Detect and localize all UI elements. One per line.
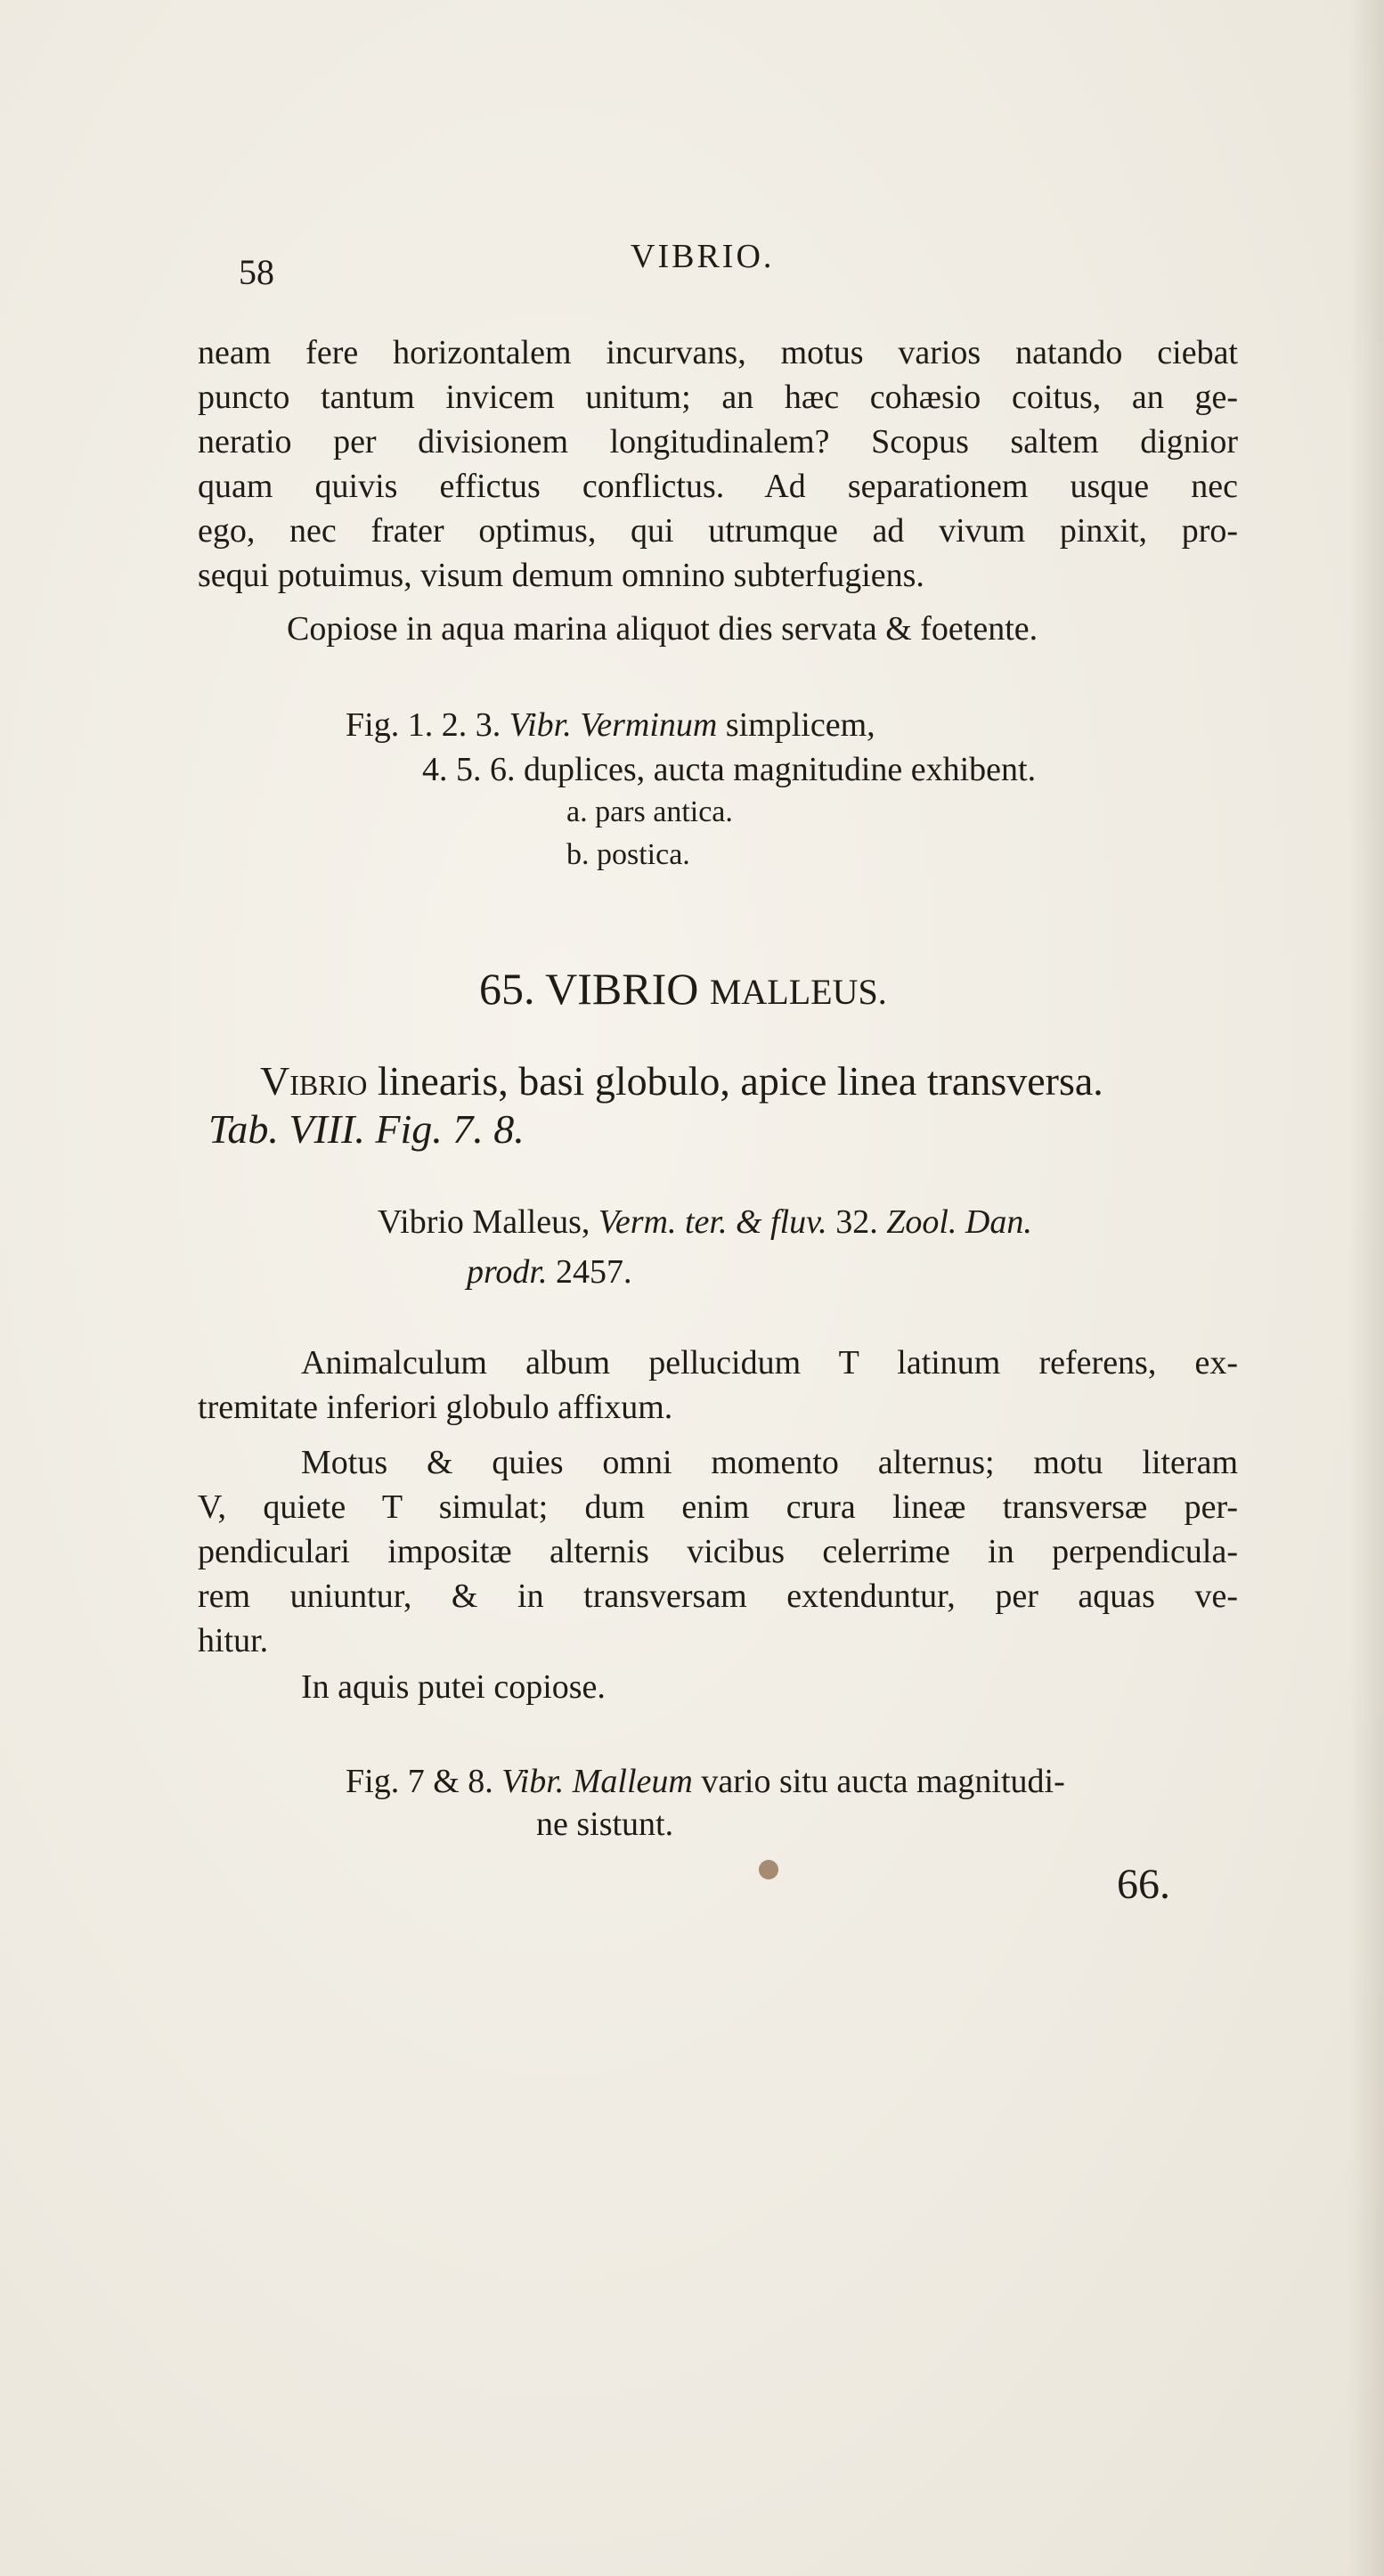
figure-caption: 4. 5. 6. duplices, aucta magnitudine exhibent. [422, 751, 1037, 788]
figure-caption: ne sistunt. [536, 1806, 674, 1843]
figure-caption: a. pars antica. [566, 795, 733, 828]
synonym-line: prodr. 2457. [467, 1253, 632, 1291]
habitat-text: In aquis putei copiose. [301, 1668, 606, 1706]
ink-stain [759, 1860, 778, 1879]
plate-reference: Tab. VIII. Fig. 7. 8. [208, 1106, 525, 1152]
page-number: 58 [239, 252, 274, 292]
text-line: neratio per divisionem longitudinalem? Scopus saltem dignior [198, 423, 1238, 461]
text-line: pendiculari impositæ alternis vicibus celerrime in perpendicula- [198, 1533, 1238, 1570]
species-diagnosis: Vibrio linearis, basi globulo, apice linea transversa. [260, 1058, 1103, 1104]
page-edge-shadow [1348, 0, 1384, 2576]
text-line: hitur. [198, 1622, 269, 1659]
text-line: tremitate inferiori globulo affixum. [198, 1389, 673, 1426]
text-line: neam fere horizontalem incurvans, motus varios natando ciebat [198, 334, 1238, 371]
text-line: Animalculum album pellucidum T latinum referens, ex- [301, 1344, 1238, 1382]
figure-caption: Fig. 1. 2. 3. Vibr. Verminum simplicem, [346, 706, 875, 744]
text-line: quam quivis effictus conflictus. Ad separationem usque nec [198, 468, 1238, 505]
catchword: 66. [1117, 1861, 1170, 1908]
text-line: sequi potuimus, visum demum omnino subterfugiens. [198, 557, 924, 594]
figure-caption: Fig. 7 & 8. Vibr. Malleum vario situ aucta magnitudi- [346, 1763, 1065, 1800]
synonym-line: Vibrio Malleus, Verm. ter. & fluv. 32. Zool. Dan. [378, 1203, 1032, 1241]
species-heading: 65. VIBRIO MALLEUS. [479, 964, 887, 1014]
text-line: rem uniuntur, & in transversam extenduntur, per aquas ve- [198, 1577, 1238, 1615]
text-line: puncto tantum invicem unitum; an hæc cohæsio coitus, an ge- [198, 379, 1238, 416]
figure-caption: b. postica. [566, 838, 690, 871]
habitat-text: Copiose in aqua marina aliquot dies servata & foetente. [287, 610, 1038, 648]
text-line: V, quiete T simulat; dum enim crura lineæ transversæ per- [198, 1488, 1238, 1526]
text-line: Motus & quies omni momento alternus; motu literam [301, 1444, 1238, 1481]
text-line: ego, nec frater optimus, qui utrumque ad vivum pinxit, pro- [198, 512, 1238, 550]
running-title: VIBRIO. [631, 238, 775, 275]
